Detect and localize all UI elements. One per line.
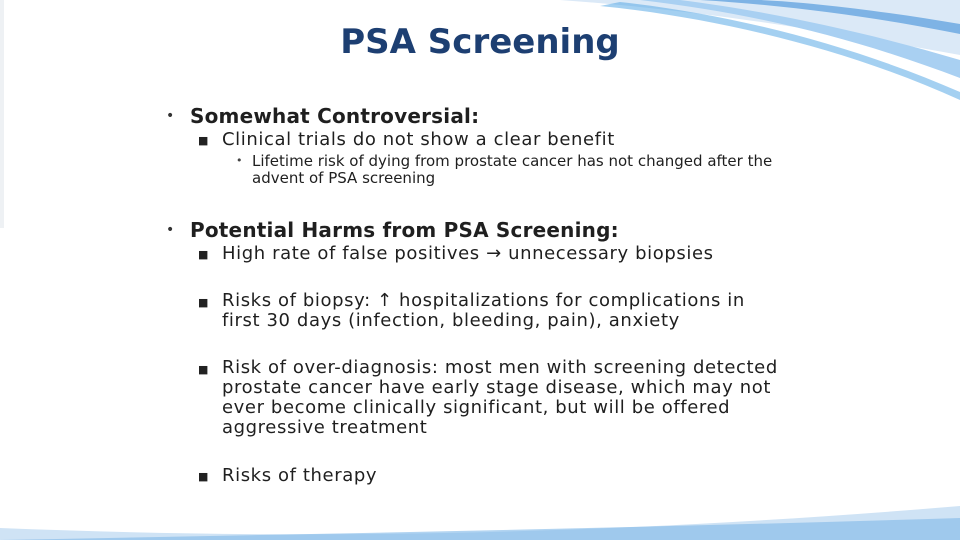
dot-bullet-icon: • [236, 154, 243, 167]
item-clinical-trials: Clinical trials do not show a clear benefit [222, 129, 615, 150]
item-risks-of-therapy: Risks of therapy [222, 465, 378, 486]
item-over-diagnosis: Risk of over-diagnosis: most men with screening detected prostate cancer have early stage disease, which may not ever become clinically significant, but will be offered aggressive treatment [222, 357, 778, 438]
item-false-positives: High rate of false positives → unnecessary biopsies [222, 243, 714, 264]
square-bullet-icon: ■ [198, 470, 209, 483]
section-heading-harms: Potential Harms from PSA Screening: [190, 218, 619, 242]
slide-title: PSA Screening [340, 22, 620, 62]
section-heading-controversial: Somewhat Controversial: [190, 104, 480, 128]
dot-bullet-icon: • [166, 222, 175, 238]
item-risks-of-biopsy: Risks of biopsy: ↑ hospitalizations for complications in first 30 days (infection, bleeding, pain), anxiety [222, 290, 745, 331]
square-bullet-icon: ■ [198, 296, 209, 309]
subitem-lifetime-risk: Lifetime risk of dying from prostate cancer has not changed after the advent of PSA screening [252, 152, 773, 187]
square-bullet-icon: ■ [198, 248, 209, 261]
square-bullet-icon: ■ [198, 134, 209, 147]
dot-bullet-icon: • [166, 108, 175, 124]
square-bullet-icon: ■ [198, 363, 209, 376]
